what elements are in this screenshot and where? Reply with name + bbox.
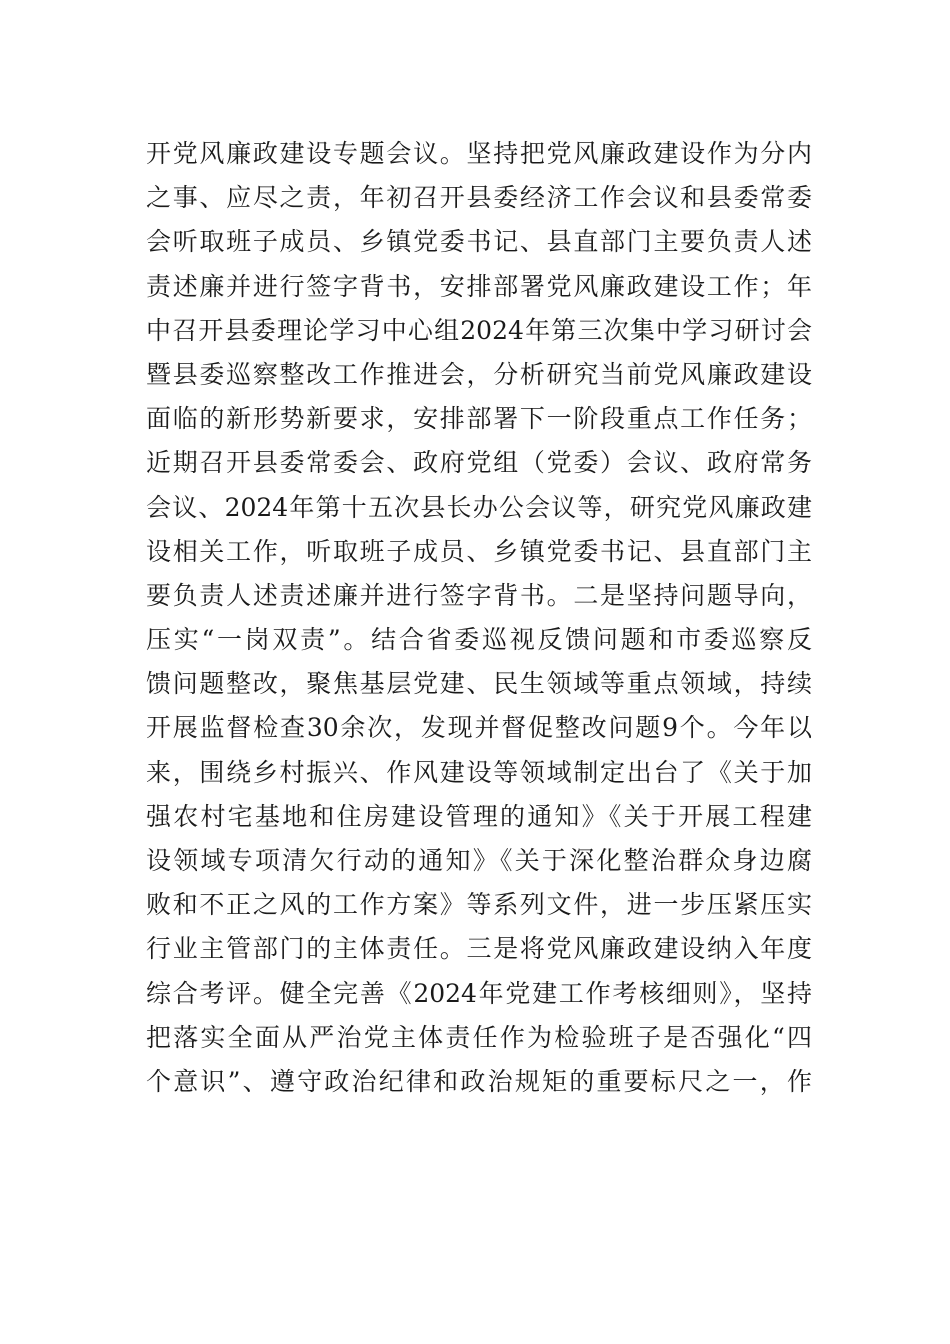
text-line-18: 败和不正之风的工作方案》等系列文件，进一步压紧压实 bbox=[146, 890, 812, 920]
text-line-8: 近期召开县委常委会、政府党组（党委）会议、政府常务 bbox=[146, 448, 812, 478]
text-line-19: 行业主管部门的主体责任。三是将党风廉政建设纳入年度 bbox=[146, 934, 812, 964]
text-line-1: 开党风廉政建设专题会议。坚持把党风廉政建设作为分内 bbox=[146, 139, 812, 168]
body-paragraph bbox=[146, 132, 812, 1104]
text-line-21: 把落实全面从严治党主体责任作为检验班子是否强化“四 bbox=[146, 1022, 812, 1052]
text-line-11: 要负责人述责述廉并进行签字背书。二是坚持问题导向， bbox=[146, 580, 812, 610]
text-line-5: 中召开县委理论学习中心组2024年第三次集中学习研讨会 bbox=[146, 315, 812, 345]
text-line-6: 暨县委巡察整改工作推进会，分析研究当前党风廉政建设 bbox=[146, 359, 812, 389]
text-line-12: 压实“一岗双责”。结合省委巡视反馈问题和市委巡察反 bbox=[146, 625, 812, 655]
text-line-10: 设相关工作，听取班子成员、乡镇党委书记、县直部门主 bbox=[146, 536, 812, 566]
text-line-15: 来，围绕乡村振兴、作风建设等领域制定出台了《关于加 bbox=[146, 757, 812, 787]
text-line-20: 综合考评。健全完善《2024年党建工作考核细则》，坚持 bbox=[146, 978, 812, 1008]
text-line-7: 面临的新形势新要求，安排部署下一阶段重点工作任务； bbox=[146, 404, 812, 434]
text-line-9: 会议、2024年第十五次县长办公会议等，研究党风廉政建 bbox=[146, 492, 812, 522]
text-line-3: 会听取班子成员、乡镇党委书记、县直部门主要负责人述 bbox=[146, 227, 812, 257]
text-line-17: 设领域专项清欠行动的通知》《关于深化整治群众身边腐 bbox=[146, 846, 812, 875]
text-line-16: 强农村宅基地和住房建设管理的通知》《关于开展工程建 bbox=[146, 801, 812, 831]
text-line-14: 开展监督检查30余次，发现并督促整改问题9个。今年以 bbox=[146, 713, 812, 743]
text-line-13: 馈问题整改，聚焦基层党建、民生领域等重点领域，持续 bbox=[146, 669, 812, 699]
text-line-2: 之事、应尽之责，年初召开县委经济工作会议和县委常委 bbox=[146, 183, 812, 213]
text-line-4: 责述廉并进行签字背书，安排部署党风廉政建设工作；年 bbox=[146, 271, 812, 301]
text-line-22: 个意识”、遵守政治纪律和政治规矩的重要标尺之一，作 bbox=[146, 1066, 812, 1096]
